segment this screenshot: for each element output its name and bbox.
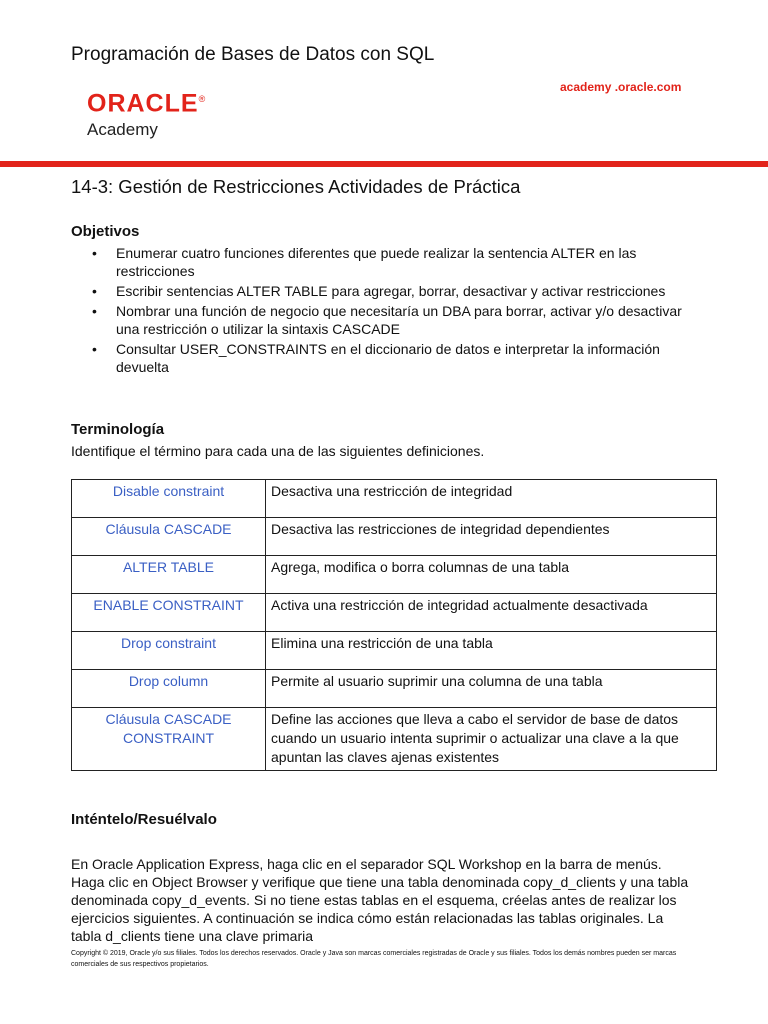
bullet-icon: • — [92, 283, 97, 299]
academy-site-link[interactable]: academy .oracle.com — [560, 80, 682, 94]
term-cell: Cláusula CASCADE CONSTRAINT — [72, 708, 266, 771]
definition-cell: Desactiva una restricción de integridad — [266, 480, 717, 518]
bullet-icon: • — [92, 341, 97, 357]
try-it-heading: Inténtelo/Resuélvalo — [71, 811, 217, 828]
objective-text: Escribir sentencias ALTER TABLE para agregar, borrar, desactivar y activar restricciones — [116, 283, 666, 299]
definition-cell: Permite al usuario suprimir una columna de una tabla — [266, 670, 717, 708]
table-row — [72, 518, 717, 556]
table-row — [72, 670, 717, 708]
bullet-icon: • — [92, 245, 97, 261]
objective-text: Consultar USER_CONSTRAINTS en el diccionario de datos e interpretar la información devuelta — [116, 341, 660, 375]
oracle-academy-logo — [87, 85, 206, 141]
term-cell: ALTER TABLE — [72, 556, 266, 594]
definition-cell: Agrega, modifica o borra columnas de una tabla — [266, 556, 717, 594]
list-item — [71, 302, 691, 338]
objective-text: Enumerar cuatro funciones diferentes que puede realizar la sentencia ALTER en las restricciones — [116, 245, 637, 279]
terminology-intro: Identifique el término para cada una de las siguientes definiciones. — [71, 443, 485, 459]
term-cell: Disable constraint — [72, 480, 266, 518]
header-divider — [0, 161, 768, 167]
list-item — [71, 282, 691, 300]
page-title: 14-3: Gestión de Restricciones Actividades de Práctica — [71, 176, 521, 197]
definition-cell: Desactiva las restricciones de integridad dependientes — [266, 518, 717, 556]
term-cell: Cláusula CASCADE — [72, 518, 266, 556]
term-cell: Drop column — [72, 670, 266, 708]
table-row — [72, 480, 717, 518]
objectives-heading: Objetivos — [71, 223, 140, 240]
objective-text: Nombrar una función de negocio que necesitaría un DBA para borrar, activar y/o desactivar una restricción o utilizar la sintaxis CASCADE — [116, 303, 682, 337]
list-item — [71, 340, 691, 376]
copyright-footer: Copyright © 2019, Oracle y/o sus filiales. Todos los derechos reservados. Oracle y Java son marcas comerciales registradas de Oracle y sus filiales. Todos los demás nombres pueden ser marcas comerciales de sus respectivos propietarios. — [71, 950, 677, 968]
table-row — [72, 708, 717, 771]
try-it-paragraph: En Oracle Application Express, haga clic en el separador SQL Workshop en la barra de menús. Haga clic en Object Browser y verifique que tiene una tabla denominada copy_d_clients y una tabla denominada copy_d_events. Si no tiene estas tablas en el esquema, créelas antes de realizar los ejercicios siguientes. A continuación se indica cómo están relacionadas las tablas originales. La tabla d_clients tiene una clave primaria — [71, 856, 689, 944]
terminology-heading: Terminología — [71, 421, 165, 438]
table-row — [72, 594, 717, 632]
definition-cell: Elimina una restricción de una tabla — [266, 632, 717, 670]
table-row — [72, 632, 717, 670]
academy-wordmark: Academy — [87, 120, 158, 140]
definition-cell: Activa una restricción de integridad actualmente desactivada — [266, 594, 717, 632]
course-title: Programación de Bases de Datos con SQL — [71, 44, 435, 65]
bullet-icon: • — [92, 303, 97, 319]
oracle-wordmark: ORACLE® — [87, 89, 207, 118]
terminology-table — [71, 479, 717, 771]
definition-cell: Define las acciones que lleva a cabo el servidor de base de datos cuando un usuario intenta suprimir o actualizar una clave a la que apuntan las claves ajenas existentes — [266, 708, 717, 771]
table-row — [72, 556, 717, 594]
objectives-list — [71, 244, 691, 378]
term-cell: Drop constraint — [72, 632, 266, 670]
list-item — [71, 244, 691, 280]
term-cell: ENABLE CONSTRAINT — [72, 594, 266, 632]
